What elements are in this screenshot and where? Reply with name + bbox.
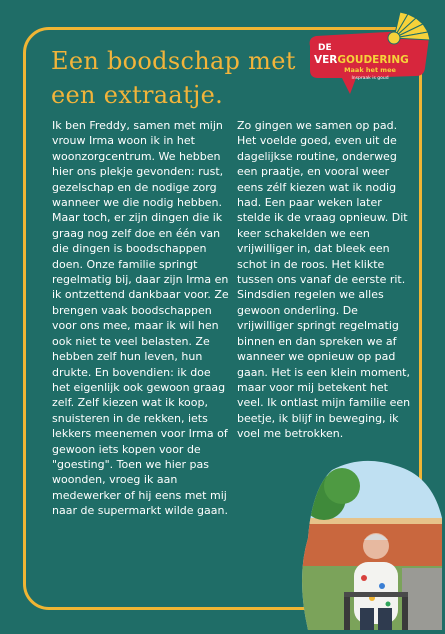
logo-subtext: Inspraak is goud (351, 76, 389, 81)
page-title: Een boodschap met een extraatje. (51, 47, 296, 109)
logo-top-text: DE (318, 43, 332, 53)
body-text-right: Zo gingen we samen op pad. Het voelde goed, even uit de dagelijkse routine, onderweg een praatje, en vooral weer eens zélf kiezen wat ik nodig had. Een paar weken later stelde ik de vraag opnieuw. Dit keer schakelden we een vrijwilliger in, dat bleek een schot in de roos. Het klikte tussen ons vanaf de eerste rit. Sindsdien regelen we alles gewoon onderling. De vrijwilliger springt regelmatig binnen en dan spreken we af wanneer we opnieuw op pad gaan. Het is een klein moment, maar voor mij betekent het veel. Ik ontlast mijn familie een beetje, ik blijf in beweging, ik voel me betrokken. (237, 119, 411, 441)
logo-word (314, 54, 409, 66)
photo-illustration (302, 458, 442, 630)
fan-icon (388, 12, 430, 44)
photo-freddy (302, 458, 442, 630)
logo-slogan: Maak het mee (344, 66, 396, 74)
logo-word-plain: VER (314, 54, 338, 66)
vergoudering-logo (304, 8, 434, 100)
body-text-left: Ik ben Freddy, samen met mijn vrouw Irma woon ik in het woonzorgcentrum. We hebben hier ons plekje gevonden: rust, gezelschap en de nodige zorg wanneer we die nodig hebben. Maar toch, er zijn dingen die ik graag nog zelf doe en één van die dingen is boodschappen doen. Onze familie springt regelmatig bij, daar zijn Irma en ik ontzettend dankbaar voor. Ze brengen vaak boodschappen voor ons mee, maar ik wil hen ook niet te veel belasten. Ze hebben zelf hun leven, hun drukte. En bovendien: ik doe het eigenlijk ook gewoon graag zelf. Zelf kiezen wat ik koop, snuisteren in de rekken, iets lekkers meenemen voor Irma of gewoon iets kopen voor de "goesting". Toen we hier pas woonden, vroeg ik aan medewerker of hij eens met mij naar de supermarkt wilde gaan. (52, 119, 229, 518)
logo-word-accent: GOUDERING (337, 54, 409, 66)
